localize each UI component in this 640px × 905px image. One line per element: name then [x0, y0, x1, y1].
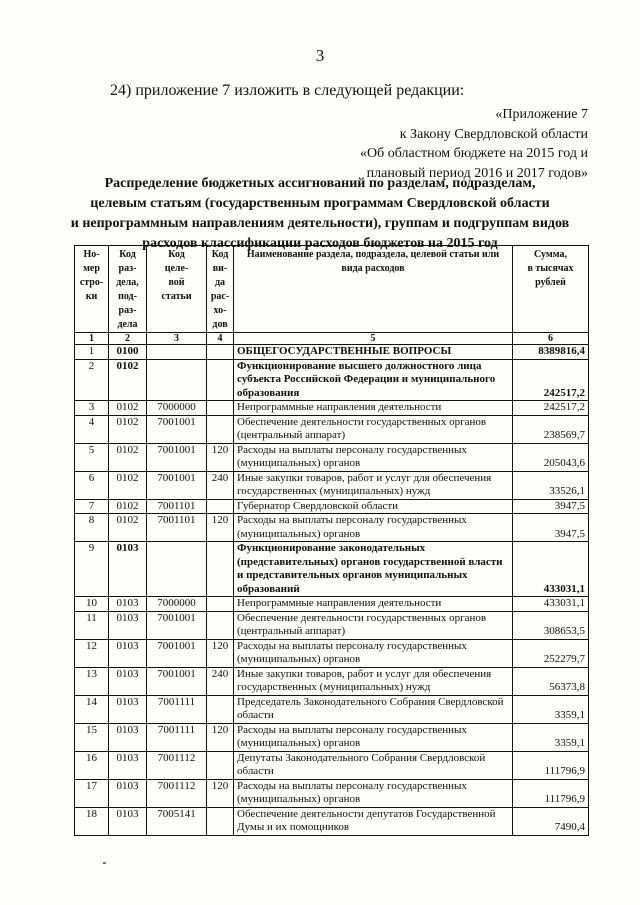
- section-code-cell: 0103: [109, 779, 147, 807]
- section-code-cell: 0102: [109, 499, 147, 514]
- sum-cell: 205043,6: [513, 443, 589, 471]
- annex-reference: [360, 105, 588, 183]
- sum-cell: 111796,9: [513, 751, 589, 779]
- article-code-cell: 7001001: [147, 471, 207, 499]
- annex-line: «Приложение 7: [495, 107, 588, 122]
- table-row: [75, 695, 589, 723]
- table-row: [75, 359, 589, 401]
- kind-code-cell: [207, 401, 234, 416]
- section-code-cell: 0103: [109, 667, 147, 695]
- name-cell: Председатель Законодательного Собрания Свердловской области: [234, 695, 513, 723]
- sum-cell: 3947,5: [513, 499, 589, 514]
- kind-code-cell: 120: [207, 443, 234, 471]
- annex-line: к Закону Свердловской области: [399, 126, 588, 142]
- sum-cell: 3947,5: [513, 514, 589, 542]
- sum-cell: 252279,7: [513, 639, 589, 667]
- name-cell: ОБЩЕГОСУДАРСТВЕННЫЕ ВОПРОСЫ: [234, 345, 513, 360]
- scan-speck: [103, 862, 106, 864]
- header-section-code: Код раз- дела, под- раз- дела: [109, 246, 147, 333]
- table-row: [75, 542, 589, 597]
- kind-code-cell: [207, 751, 234, 779]
- section-code-cell: 0103: [109, 611, 147, 639]
- title-line: Распределение бюджетных ассигнований по разделам, подразделам,: [104, 176, 536, 191]
- article-code-cell: 7001111: [147, 695, 207, 723]
- kind-code-cell: [207, 359, 234, 401]
- column-number: 5: [234, 333, 513, 345]
- row-number-cell: 13: [75, 667, 109, 695]
- kind-code-cell: [207, 597, 234, 612]
- section-code-cell: 0103: [109, 639, 147, 667]
- name-cell: Обеспечение деятельности депутатов Государственной Думы и их помощников: [234, 807, 513, 835]
- section-code-cell: 0103: [109, 751, 147, 779]
- row-number-cell: 8: [75, 514, 109, 542]
- annex-line: «Об областном бюджете на 2015 год и: [360, 146, 588, 161]
- article-code-cell: 7001001: [147, 611, 207, 639]
- sum-cell: 433031,1: [513, 542, 589, 597]
- article-code-cell: 7001001: [147, 639, 207, 667]
- article-code-cell: 7001101: [147, 499, 207, 514]
- kind-code-cell: 120: [207, 514, 234, 542]
- row-number-cell: 18: [75, 807, 109, 835]
- section-code-cell: 0102: [109, 443, 147, 471]
- kind-code-cell: 120: [207, 723, 234, 751]
- kind-code-cell: 120: [207, 779, 234, 807]
- kind-code-cell: 240: [207, 667, 234, 695]
- name-cell: Обеспечение деятельности государственных органов (центральный аппарат): [234, 611, 513, 639]
- row-number-cell: 16: [75, 751, 109, 779]
- row-number-cell: 4: [75, 415, 109, 443]
- column-number: 1: [75, 333, 109, 345]
- header-sum: Сумма, в тысячах рублей: [513, 246, 589, 333]
- row-number-cell: 6: [75, 471, 109, 499]
- sum-cell: 238569,7: [513, 415, 589, 443]
- article-code-cell: [147, 359, 207, 401]
- kind-code-cell: [207, 807, 234, 835]
- article-code-cell: 7001111: [147, 723, 207, 751]
- intro-text: 24) приложение 7 изложить в следующей редакции:: [110, 82, 465, 99]
- sum-cell: 242517,2: [513, 359, 589, 401]
- row-number-cell: 5: [75, 443, 109, 471]
- name-cell: Расходы на выплаты персоналу государственных (муниципальных) органов: [234, 639, 513, 667]
- name-cell: Непрограммные направления деятельности: [234, 401, 513, 416]
- kind-code-cell: [207, 542, 234, 597]
- sum-cell: 111796,9: [513, 779, 589, 807]
- sum-cell: 56373,8: [513, 667, 589, 695]
- article-code-cell: 7001112: [147, 779, 207, 807]
- kind-code-cell: [207, 499, 234, 514]
- table-row: [75, 597, 589, 612]
- name-cell: Расходы на выплаты персоналу государственных (муниципальных) органов: [234, 443, 513, 471]
- sum-cell: 3359,1: [513, 695, 589, 723]
- section-code-cell: 0102: [109, 471, 147, 499]
- kind-code-cell: 120: [207, 639, 234, 667]
- article-code-cell: [147, 542, 207, 597]
- table-row: [75, 779, 589, 807]
- article-code-cell: 7005141: [147, 807, 207, 835]
- title-line: целевым статьям (государственным программам Свердловской области: [90, 196, 550, 211]
- sum-cell: 308653,5: [513, 611, 589, 639]
- column-numbers-row: [75, 333, 589, 345]
- title-line: и непрограммным направлениям деятельности), группам и подгруппам видов: [70, 216, 570, 231]
- page-number: 3: [315, 46, 325, 65]
- name-cell: Губернатор Свердловской области: [234, 499, 513, 514]
- table-row: [75, 723, 589, 751]
- name-cell: Расходы на выплаты персоналу государственных (муниципальных) органов: [234, 514, 513, 542]
- kind-code-cell: [207, 611, 234, 639]
- budget-table: [74, 245, 589, 836]
- section-code-cell: 0102: [109, 415, 147, 443]
- section-code-cell: 0100: [109, 345, 147, 360]
- row-number-cell: 2: [75, 359, 109, 401]
- table-row: [75, 667, 589, 695]
- section-code-cell: 0103: [109, 597, 147, 612]
- section-code-cell: 0103: [109, 723, 147, 751]
- name-cell: Депутаты Законодательного Собрания Свердловской области: [234, 751, 513, 779]
- name-cell: Иные закупки товаров, работ и услуг для обеспечения государственных (муниципальных) нужд: [234, 667, 513, 695]
- section-code-cell: 0102: [109, 401, 147, 416]
- kind-code-cell: [207, 345, 234, 360]
- section-code-cell: 0102: [109, 514, 147, 542]
- name-cell: Расходы на выплаты персоналу государственных (муниципальных) органов: [234, 723, 513, 751]
- row-number-cell: 3: [75, 401, 109, 416]
- column-number: 3: [147, 333, 207, 345]
- kind-code-cell: [207, 695, 234, 723]
- article-code-cell: [147, 345, 207, 360]
- sum-cell: 433031,1: [513, 597, 589, 612]
- table-row: [75, 639, 589, 667]
- table-row: [75, 401, 589, 416]
- header-kind-code: Код ви- да рас- хо- дов: [207, 246, 234, 333]
- table-row: [75, 499, 589, 514]
- table-row: [75, 514, 589, 542]
- article-code-cell: 7001101: [147, 514, 207, 542]
- sum-cell: 242517,2: [513, 401, 589, 416]
- section-code-cell: 0103: [109, 807, 147, 835]
- section-code-cell: 0103: [109, 695, 147, 723]
- sum-cell: 7490,4: [513, 807, 589, 835]
- table-row: [75, 345, 589, 360]
- table-row: [75, 471, 589, 499]
- table-row: [75, 611, 589, 639]
- table-row: [75, 751, 589, 779]
- header-name: Наименование раздела, подраздела, целевой статьи или вида расходов: [234, 246, 513, 333]
- annex-line: плановый период 2016 и 2017 годов»: [366, 165, 588, 181]
- article-code-cell: 7001001: [147, 667, 207, 695]
- article-code-cell: 7001112: [147, 751, 207, 779]
- document-title: [0, 174, 640, 254]
- article-code-cell: 7001001: [147, 443, 207, 471]
- row-number-cell: 11: [75, 611, 109, 639]
- row-number-cell: 17: [75, 779, 109, 807]
- row-number-cell: 9: [75, 542, 109, 597]
- column-number: 4: [207, 333, 234, 345]
- column-number: 2: [109, 333, 147, 345]
- sum-cell: 8389816,4: [513, 345, 589, 360]
- row-number-cell: 14: [75, 695, 109, 723]
- header-row-number: Но- мер стро- ки: [75, 246, 109, 333]
- table-row: [75, 415, 589, 443]
- article-code-cell: 7001001: [147, 415, 207, 443]
- header-article-code: Код целе- вой статьи: [147, 246, 207, 333]
- kind-code-cell: [207, 415, 234, 443]
- kind-code-cell: 240: [207, 471, 234, 499]
- sum-cell: 33526,1: [513, 471, 589, 499]
- row-number-cell: 7: [75, 499, 109, 514]
- name-cell: Функционирование высшего должностного лица субъекта Российской Федерации и муниципального образования: [234, 359, 513, 401]
- sum-cell: 3359,1: [513, 723, 589, 751]
- column-number: 6: [513, 333, 589, 345]
- name-cell: Расходы на выплаты персоналу государственных (муниципальных) органов: [234, 779, 513, 807]
- title-line: расходов классификации расходов бюджетов на 2015 год: [142, 236, 498, 251]
- row-number-cell: 1: [75, 345, 109, 360]
- section-code-cell: 0102: [109, 359, 147, 401]
- row-number-cell: 15: [75, 723, 109, 751]
- table-header-row: [75, 246, 589, 333]
- name-cell: Функционирование законодательных (представительных) органов государственной власти и представительных органов муниципальных образований: [234, 542, 513, 597]
- name-cell: Непрограммные направления деятельности: [234, 597, 513, 612]
- table-row: [75, 807, 589, 835]
- article-code-cell: 7000000: [147, 597, 207, 612]
- article-code-cell: 7000000: [147, 401, 207, 416]
- table-row: [75, 443, 589, 471]
- name-cell: Иные закупки товаров, работ и услуг для обеспечения государственных (муниципальных) нужд: [234, 471, 513, 499]
- row-number-cell: 12: [75, 639, 109, 667]
- name-cell: Обеспечение деятельности государственных органов (центральный аппарат): [234, 415, 513, 443]
- section-code-cell: 0103: [109, 542, 147, 597]
- row-number-cell: 10: [75, 597, 109, 612]
